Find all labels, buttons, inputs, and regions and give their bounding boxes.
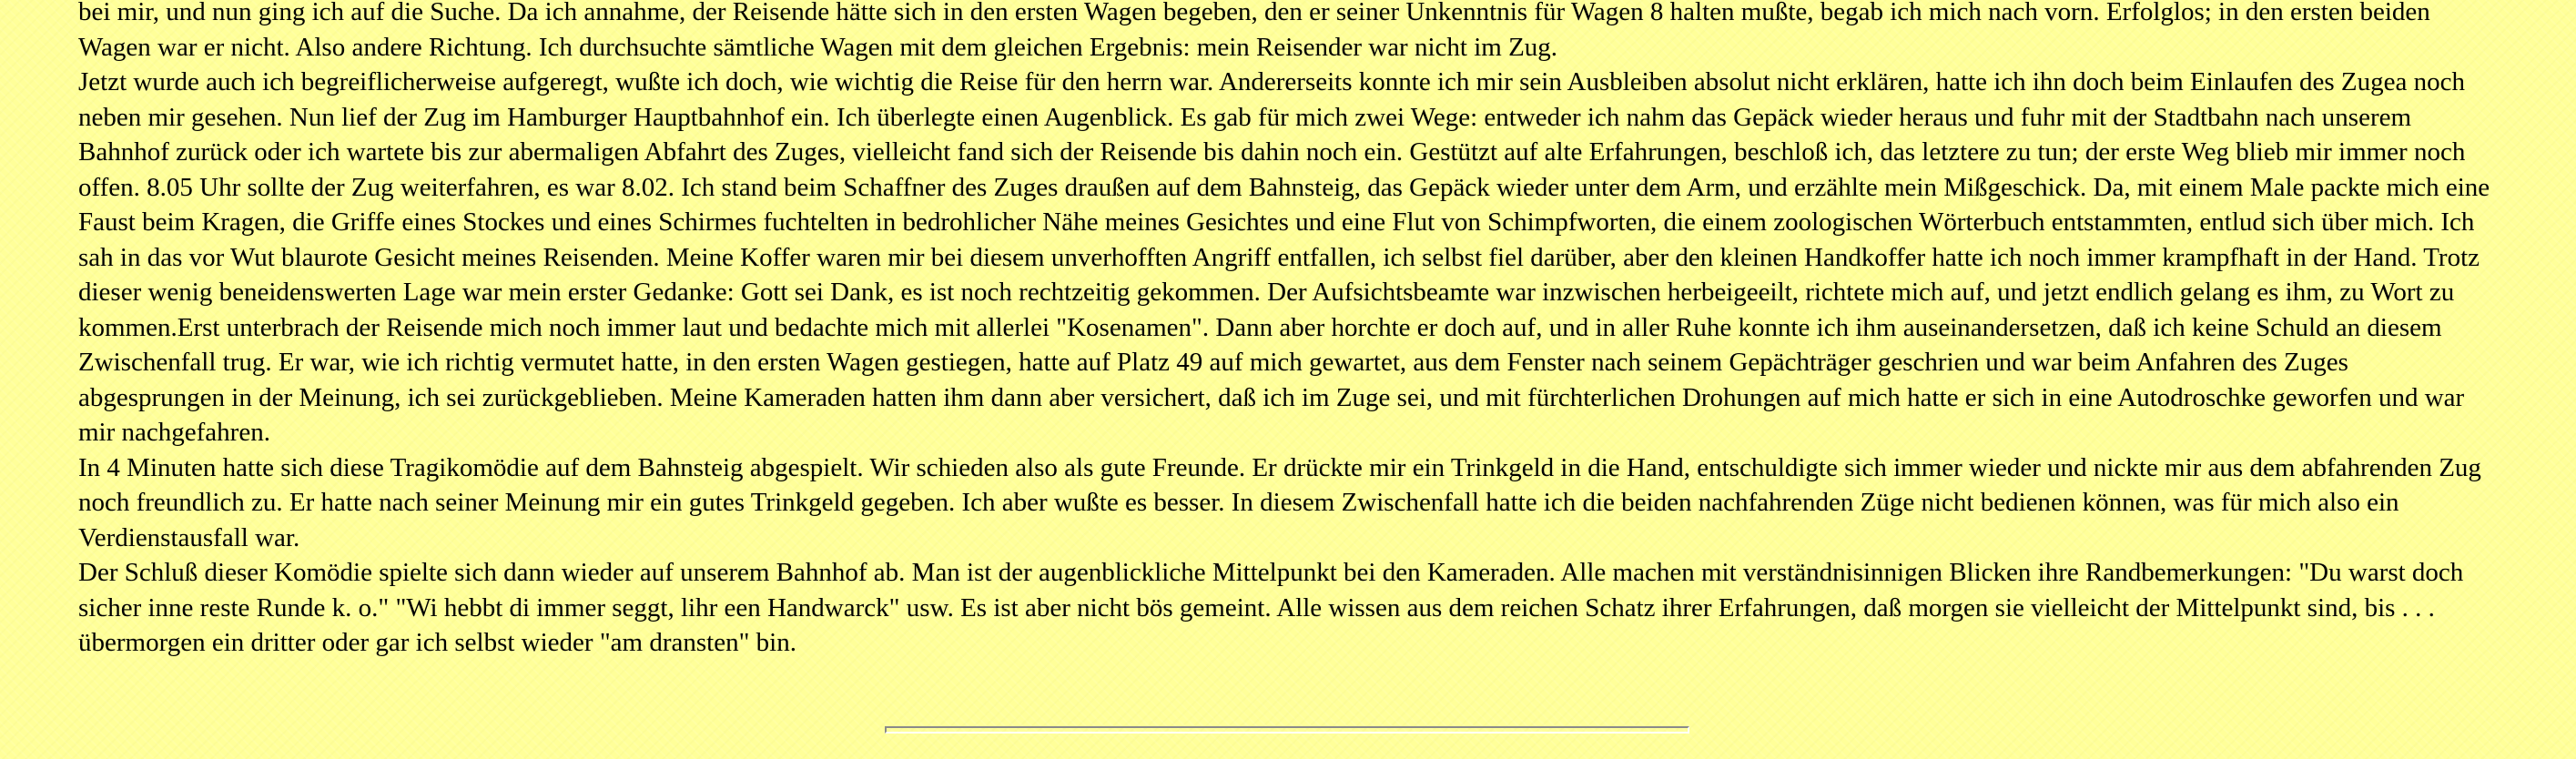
horizontal-rule bbox=[885, 726, 1689, 734]
paragraph-search: bei mir, und nun ging ich auf die Suche. Da ich annahme, der Reisende hätte sich in den ersten Wagen begeben, den er seiner Unkenntnis für Wagen 8 halten mußte, begab ich mich nach vorn. Erfolglos; in den ersten beiden Wagen war er nicht. Also andere Richtung. Ich durchsuchte sämtliche Wagen mit dem gleichen Ergebnis: mein Reisender war nicht im Zug. bbox=[78, 0, 2430, 62]
document-body bbox=[78, 0, 2500, 661]
paragraph-incident: Jetzt wurde auch ich begreiflicherweise aufgeregt, wußte ich doch, wie wichtig die Reise für den herrn war. Andererseits konnte ich mir sein Ausbleiben absolut nicht erklären, hatte ich ihn doch beim Einlaufen des Zugea noch neben mir gesehen. Nun lief der Zug im Hamburger Hauptbahnhof ein. Ich überlegte einen Augenblick. Es gab für mich zwei Wege: entweder ich nahm das Gepäck wieder heraus und fuhr mit der Stadtbahn nach unserem Bahnhof zurück oder ich wartete bis zur abermaligen Abfahrt des Zuges, vielleicht fand sich der Reisende bis dahin noch ein. Gestützt auf alte Erfahrungen, beschloß ich, das letztere zu tun; der erste Weg blieb mir immer noch offen. 8.05 Uhr sollte der Zug weiterfahren, es war 8.02. Ich stand beim Schaffner des Zuges draußen auf dem Bahnsteig, das Gepäck wieder unter dem Arm, und erzählte mein Mißgeschick. Da, mit einem Male packte mich eine Faust beim Kragen, die Griffe eines Stockes und eines Schirmes fuchtelten in bedrohlicher Nähe meines Gesichtes und eine Flut von Schimpfworten, die einem zoologischen Wörterbuch entstammten, entlud sich über mich. Ich sah in das vor Wut blaurote Gesicht meines Reisenden. Meine Koffer waren mir bei diesem unverhofften Angriff entfallen, ich selbst fiel darüber, aber den kleinen Handkoffer hatte ich noch immer krampfhaft in der Hand. Trotz dieser wenig beneidenswerten Lage war mein erster Gedanke: Gott sei Dank, es ist noch rechtzeitig gekommen. Der Aufsichtsbeamte war inzwischen herbeigeeilt, richtete mich auf, und jetzt endlich gelang es ihm, zu Wort zu kommen.Erst unterbrach der Reisende mich noch immer laut und bedachte mich mit allerlei "Kosenamen". Dann aber horchte er doch auf, und in aller Ruhe konnte ich ihm auseinandersetzen, daß ich keine Schuld an diesem Zwischenfall trug. Er war, wie ich richtig vermutet hatte, in den ersten Wagen gestiegen, hatte auf Platz 49 auf mich gewartet, aus dem Fenster nach seinem Gepächträger geschrien und war beim Anfahren des Zuges abgesprungen in der Meinung, ich sei zurückgeblieben. Meine Kameraden hatten ihm dann aber versichert, daß ich im Zuge sei, und mit fürchterlichen Drohungen auf mich hatte er sich in eine Autodroschke geworfen und war mir nachgefahren. bbox=[78, 67, 2490, 447]
paragraph-conclusion: Der Schluß dieser Komödie spielte sich dann wieder auf unserem Bahnhof ab. Man ist der augenblickliche Mittelpunkt bei den Kameraden. Alle machen mit verständnisinnigen Blicken ihre Randbemerkungen: "Du warst doch sicher inne reste Runde k. o." "Wi hebbt di immer seggt, lihr een Handwarck" usw. Es ist aber nicht bös gemeint. Alle wissen aus dem reichen Schatz ihrer Erfahrungen, daß morgen sie vielleicht der Mittelpunkt sind, bis . . . übermorgen ein dritter oder gar ich selbst wieder "am dransten" bin. bbox=[78, 558, 2464, 657]
paragraph-tragicomedy: In 4 Minuten hatte sich diese Tragikomödie auf dem Bahnsteig abgespielt. Wir schieden also als gute Freunde. Er drückte mir ein Trinkgeld in die Hand, entschuldigte sich immer wieder und nickte mir aus dem abfahrenden Zug noch freundlich zu. Er hatte nach seiner Meinung mir ein gutes Trinkgeld gegeben. Ich aber wußte es besser. In diesem Zwischenfall hatte ich die beiden nachfahrenden Züge nicht bedienen können, was für mich also ein Verdienstausfall war. bbox=[78, 452, 2481, 552]
